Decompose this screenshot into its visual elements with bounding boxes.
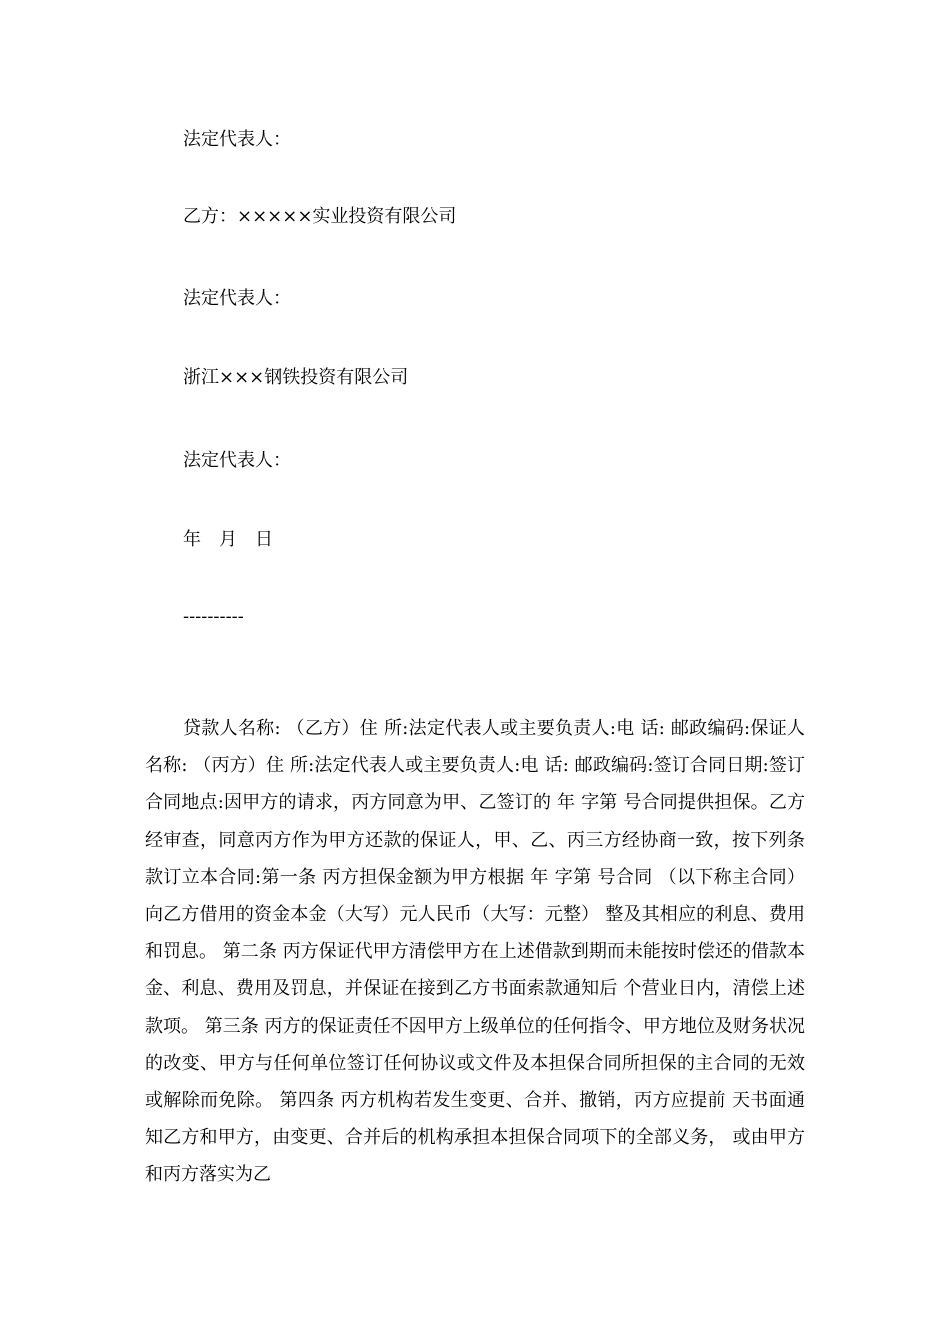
separator-line: ----------	[183, 606, 244, 627]
legal-representative-line-3: 法定代表人：	[183, 450, 291, 471]
legal-representative-line-2: 法定代表人：	[183, 288, 291, 309]
date-line: 年 月 日	[183, 529, 273, 550]
legal-representative-line-1: 法定代表人：	[183, 129, 291, 150]
zhejiang-company-line: 浙江×××钢铁投资有限公司	[183, 367, 409, 388]
party-b-line: 乙方：×××××实业投资有限公司	[183, 206, 457, 227]
contract-body-paragraph: 贷款人名称: （乙方）住 所:法定代表人或主要负责人:电 话: 邮政编码:保证人名称: （丙方）住 所:法定代表人或主要负责人:电 话: 邮政编码:签订合同日期:签订合同地点:因甲方的请求，丙方同意为甲、乙签订的 年 字第 号合同提供担保。乙方经审查，同意丙方作为甲方还款的保证人，甲、乙、丙三方经协商一致，按下列条款订立本合同:第一条 丙方担保金额为甲方根据 年 字第 号合同 （以下称主合同）向乙方借用的资金本金（大写）元人民币（大写：元整） 整及其相应的利息、费用和罚息。 第二条 丙方保证代甲方清偿甲方在上述借款到期而未能按时偿还的借款本金、利息、费用及罚息，并保证在接到乙方书面索款通知后 个营业日内，清偿上述款项。 第三条 丙方的保证责任不因甲方上级单位的任何指令、甲方地位及财务状况的改变、甲方与任何单位签订任何协议或文件及本担保合同所担保的主合同的无效或解除而免除。 第四条 丙方机构若发生变更、合并、撤销，丙方应提前 天书面通知乙方和甲方，由变更、合并后的机构承担本担保合同项下的全部义务， 或由甲方和丙方落实为乙	[145, 718, 805, 1186]
